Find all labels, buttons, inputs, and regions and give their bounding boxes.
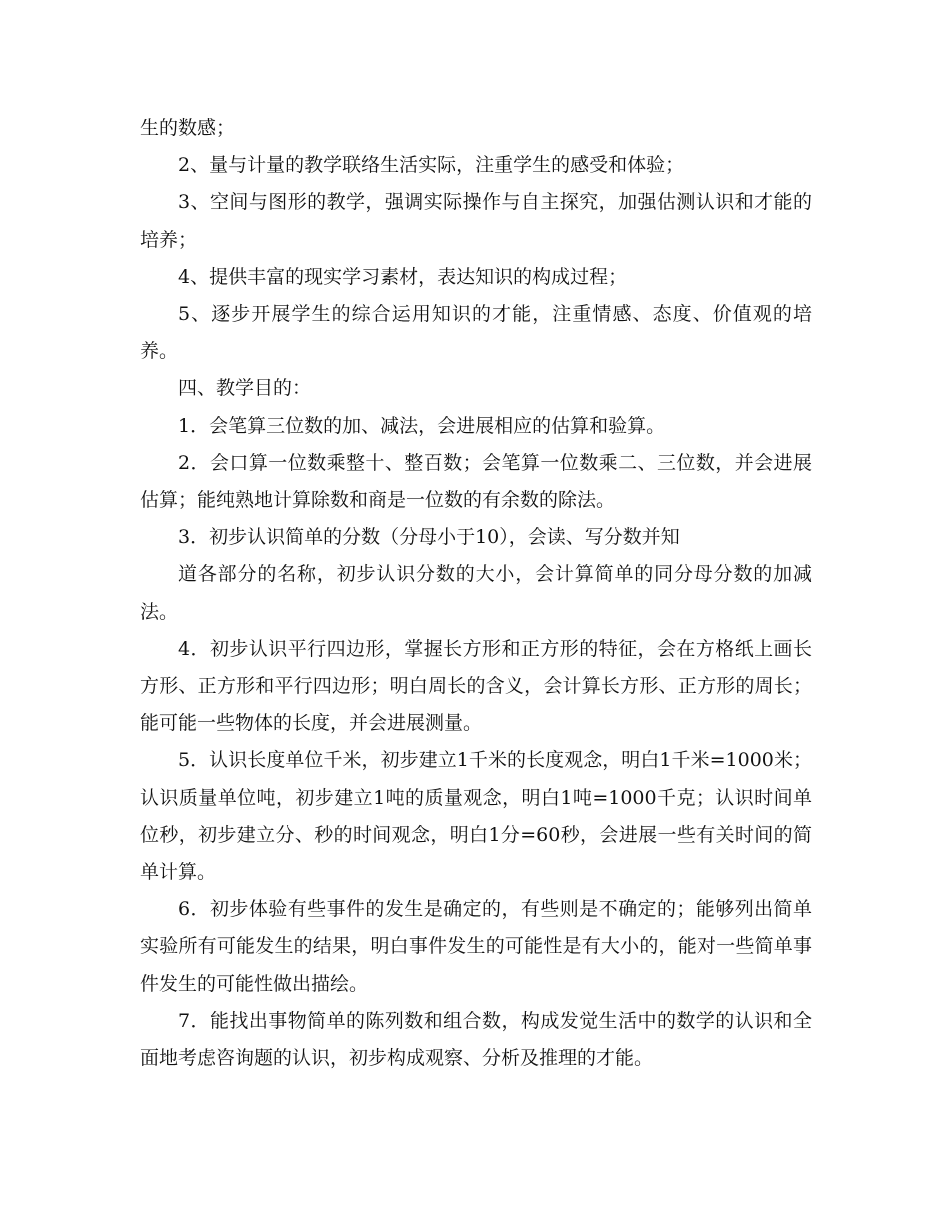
goal-5: 5．认识长度单位千米，初步建立1千米的长度观念，明白1千米=1000米；认识质量单位吨，初步建立1吨的质量观念，明白1吨=1000千克；认识时间单位秒，初步建立分、秒的时间观念，明白1分=60秒，会进展一些有关时间的简单计算。 <box>140 749 812 884</box>
goal-2: 2．会口算一位数乘整十、整百数；会笔算一位数乘二、三位数，并会进展估算；能纯熟地计算除数和商是一位数的有余数的除法。 <box>140 451 812 512</box>
paragraph-point-5: 5、逐步开展学生的综合运用知识的才能，注重情感、态度、价值观的培养。 <box>140 303 812 363</box>
goal-7: 7．能找出事物简单的陈列数和组合数，构成发觉生活中的数学的认识和全面地考虑咨询题的认识，初步构成观察、分析及推理的才能。 <box>140 1009 812 1070</box>
goal-1: 1．会笔算三位数的加、减法，会进展相应的估算和验算。 <box>178 414 666 437</box>
goal-3-continued: 道各部分的名称，初步认识分数的大小，会计算简单的同分母分数的加减法。 <box>140 563 812 623</box>
paragraph-point-3: 3、空间与图形的教学，强调实际操作与自主探究，加强估测认识和才能的培养； <box>140 191 812 251</box>
goal-4: 4．初步认识平行四边形，掌握长方形和正方形的特征，会在方格纸上画长方形、正方形和平行四边形；明白周长的含义，会计算长方形、正方形的周长；能可能一些物体的长度，并会进展测量。 <box>140 637 812 735</box>
section-heading-teaching-goals: 四、教学目的： <box>178 377 312 400</box>
paragraph-point-4: 4、提供丰富的现实学习素材，表达知识的构成过程； <box>178 265 628 288</box>
document-page <box>140 110 812 1077</box>
goal-6: 6．初步体验有些事件的发生是确定的，有些则是不确定的；能够列出简单实验所有可能发生的结果，明白事件发生的可能性是有大小的，能对一些简单事件发生的可能性做出描绘。 <box>140 898 812 995</box>
paragraph-point-2: 2、量与计量的教学联络生活实际，注重学生的感受和体验； <box>178 154 685 177</box>
paragraph-number-sense-end: 生的数感； <box>140 117 236 139</box>
goal-3-line-1: 3．初步认识简单的分数（分母小于10），会读、写分数并知 <box>178 526 680 549</box>
